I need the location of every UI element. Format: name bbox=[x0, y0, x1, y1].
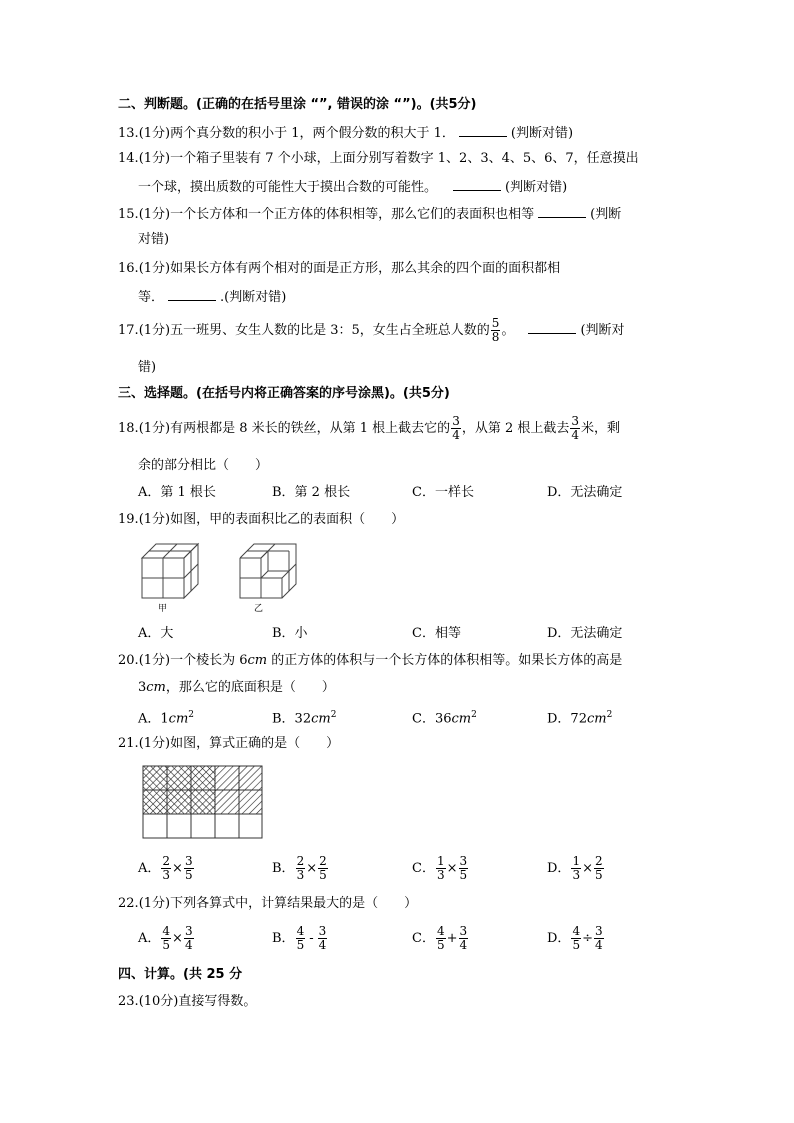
q23-score: (10分) bbox=[138, 994, 179, 1009]
q22-score: (1分) bbox=[138, 896, 171, 911]
q15-answer-blank[interactable] bbox=[538, 203, 586, 218]
q21-text: 如图，算式正确的是（ ） bbox=[170, 736, 340, 751]
q19-num: 19. bbox=[118, 512, 139, 527]
q18-option-d[interactable]: D．无法确定 bbox=[547, 485, 623, 500]
question-13 bbox=[118, 122, 573, 144]
q16-answer-blank[interactable] bbox=[168, 286, 216, 301]
question-17-line2: 错) bbox=[138, 360, 157, 375]
label-yi: 乙 bbox=[254, 604, 264, 614]
q19-option-b[interactable]: B．小 bbox=[272, 626, 308, 641]
q19-score: (1分) bbox=[138, 512, 171, 527]
question-20-line1 bbox=[118, 651, 622, 671]
q20-option-d[interactable]: D．$72cm^2$ bbox=[547, 710, 613, 727]
q18-score: (1分) bbox=[138, 421, 171, 436]
q20-option-b[interactable]: B．$32cm^2$ bbox=[272, 710, 337, 727]
q17-answer-blank[interactable] bbox=[528, 319, 576, 334]
q22-option-b[interactable]: B． $\frac{4}{5}$ - $\frac{3}{4}$ bbox=[272, 924, 327, 952]
q21-option-a[interactable]: A． $\frac{2}{3}$ × $\frac{3}{5}$ bbox=[138, 854, 193, 882]
q18-option-b[interactable]: B．第 2 根长 bbox=[272, 485, 351, 500]
question-14-line2 bbox=[138, 176, 567, 198]
question-15-line1 bbox=[118, 203, 621, 225]
q22-text: 下列各算式中，计算结果最大的是（ ） bbox=[170, 896, 418, 911]
question-21 bbox=[118, 734, 339, 754]
q21-option-b[interactable]: B． $\frac{2}{3}$ × $\frac{2}{5}$ bbox=[272, 854, 327, 882]
q18-num: 18. bbox=[118, 421, 139, 436]
section-4-title: 四、计算。(共 25 分 bbox=[118, 967, 243, 982]
q21-score: (1分) bbox=[138, 736, 171, 751]
q20-line2-unit: cm bbox=[146, 680, 166, 695]
section-2-title: 二、判断题。(正确的在括号里涂 “”, 错误的涂 “”)。(共5分) bbox=[118, 97, 477, 112]
q16-text: 如果长方体有两个相对的面是正方形，那么其余的四个面的面积都相 bbox=[170, 261, 561, 276]
q23-num: 23. bbox=[118, 994, 139, 1009]
q17-text: 五一班男、女生人数的比是 3：5，女生占全班总人数的 bbox=[170, 323, 490, 338]
fraction-grid-figure bbox=[142, 765, 264, 839]
q15-score: (1分) bbox=[138, 207, 171, 222]
question-17-line1 bbox=[118, 316, 625, 346]
q14-tail: (判断对错) bbox=[505, 180, 568, 195]
q20-option-a[interactable]: A．$1cm^2$ bbox=[138, 710, 195, 727]
label-jia: 甲 bbox=[158, 604, 168, 614]
q20-text: 一个棱长为 6 bbox=[170, 653, 248, 668]
q14-text-2: 一个球，摸出质数的可能性大于摸出合数的可能性。 bbox=[138, 180, 438, 195]
q21-num: 21. bbox=[118, 736, 139, 751]
q23-text: 直接写得数。 bbox=[178, 994, 257, 1009]
q19-text: 如图，甲的表面积比乙的表面积（ ） bbox=[170, 512, 405, 527]
q19-option-a[interactable]: A．大 bbox=[138, 626, 174, 641]
q21-option-c[interactable]: C． $\frac{1}{3}$ × $\frac{3}{5}$ bbox=[412, 854, 468, 882]
q19-option-c[interactable]: C．相等 bbox=[412, 626, 461, 641]
question-16-line2 bbox=[138, 286, 286, 308]
q13-text: 两个真分数的积小于 1，两个假分数的积大于 1． bbox=[170, 126, 455, 141]
q18-fraction-2: $\frac{3}{4}$ bbox=[571, 414, 580, 442]
q18-text: 有两根都是 8 米长的铁丝，从第 1 根上截去它的 bbox=[170, 421, 451, 436]
q19-option-d[interactable]: D．无法确定 bbox=[547, 626, 623, 641]
q18-fraction-1: $\frac{3}{4}$ bbox=[452, 414, 460, 442]
question-14-line1 bbox=[118, 149, 639, 169]
q13-score: (1分) bbox=[138, 126, 171, 141]
q14-answer-blank[interactable] bbox=[453, 176, 501, 191]
question-18-line2: 余的部分相比（ ） bbox=[138, 458, 269, 473]
q22-option-d[interactable]: D． $\frac{4}{5}$ ÷ $\frac{3}{4}$ bbox=[547, 924, 603, 952]
question-16-line1 bbox=[118, 259, 560, 279]
section-3-title: 三、选择题。(在括号内将正确答案的序号涂黑)。(共5分) bbox=[118, 386, 450, 401]
q16-score: (1分) bbox=[138, 261, 171, 276]
q22-option-a[interactable]: A． $\frac{4}{5}$ × $\frac{3}{4}$ bbox=[138, 924, 193, 952]
q14-num: 14. bbox=[118, 151, 139, 166]
cube-figure-yi bbox=[236, 540, 301, 608]
q17-tail: (判断对 bbox=[580, 323, 625, 338]
q20-text-2: 的正方体的体积与一个长方体的体积相等。如果长方体的高是 bbox=[267, 653, 623, 668]
q15-text: 一个长方体和一个正方体的体积相等，那么它们的表面积也相等 bbox=[170, 207, 535, 222]
q14-score: (1分) bbox=[138, 151, 171, 166]
question-22 bbox=[118, 894, 417, 914]
q17-after: 。 bbox=[501, 323, 515, 338]
question-15-line2: 对错) bbox=[138, 232, 170, 247]
q20-line2-text: ，那么它的底面积是（ ） bbox=[165, 680, 335, 695]
question-18-line1 bbox=[118, 414, 620, 444]
q22-num: 22. bbox=[118, 896, 139, 911]
q18-text-2: ，从第 2 根上截去 bbox=[461, 421, 570, 436]
q20-score: (1分) bbox=[138, 653, 171, 668]
q16-text-2: 等． bbox=[138, 290, 165, 305]
q18-text-3: 米，剩 bbox=[581, 421, 621, 436]
q17-fraction: $\frac{5}{8}$ bbox=[491, 316, 500, 344]
question-19 bbox=[118, 510, 404, 530]
question-23 bbox=[118, 992, 256, 1012]
q16-tail: .(判断对错) bbox=[220, 290, 287, 305]
q13-tail: (判断对错) bbox=[510, 126, 574, 141]
q16-num: 16. bbox=[118, 261, 139, 276]
q15-tail: (判断 bbox=[590, 207, 622, 222]
q20-num: 20. bbox=[118, 653, 139, 668]
cube-figure-jia bbox=[138, 540, 203, 608]
q18-option-c[interactable]: C．一样长 bbox=[412, 485, 474, 500]
q18-option-a[interactable]: A．第 1 根长 bbox=[138, 485, 216, 500]
question-20-line2 bbox=[138, 678, 335, 698]
q17-score: (1分) bbox=[138, 323, 171, 338]
q21-option-d[interactable]: D． $\frac{1}{3}$ × $\frac{2}{5}$ bbox=[547, 854, 603, 882]
q15-num: 15. bbox=[118, 207, 139, 222]
q20-unit: cm bbox=[247, 653, 268, 668]
q22-option-c[interactable]: C． $\frac{4}{5}$ + $\frac{3}{4}$ bbox=[412, 924, 468, 952]
q20-option-c[interactable]: C．$36cm^2$ bbox=[412, 710, 477, 727]
q13-num: 13. bbox=[118, 126, 139, 141]
q20-line2-num: 3 bbox=[138, 680, 147, 695]
q13-answer-blank[interactable] bbox=[459, 122, 507, 137]
q14-text: 一个箱子里装有 7 个小球，上面分别写着数字 1、2、3、4、5、6、7，任意摸出 bbox=[170, 151, 639, 166]
q17-num: 17. bbox=[118, 323, 139, 338]
